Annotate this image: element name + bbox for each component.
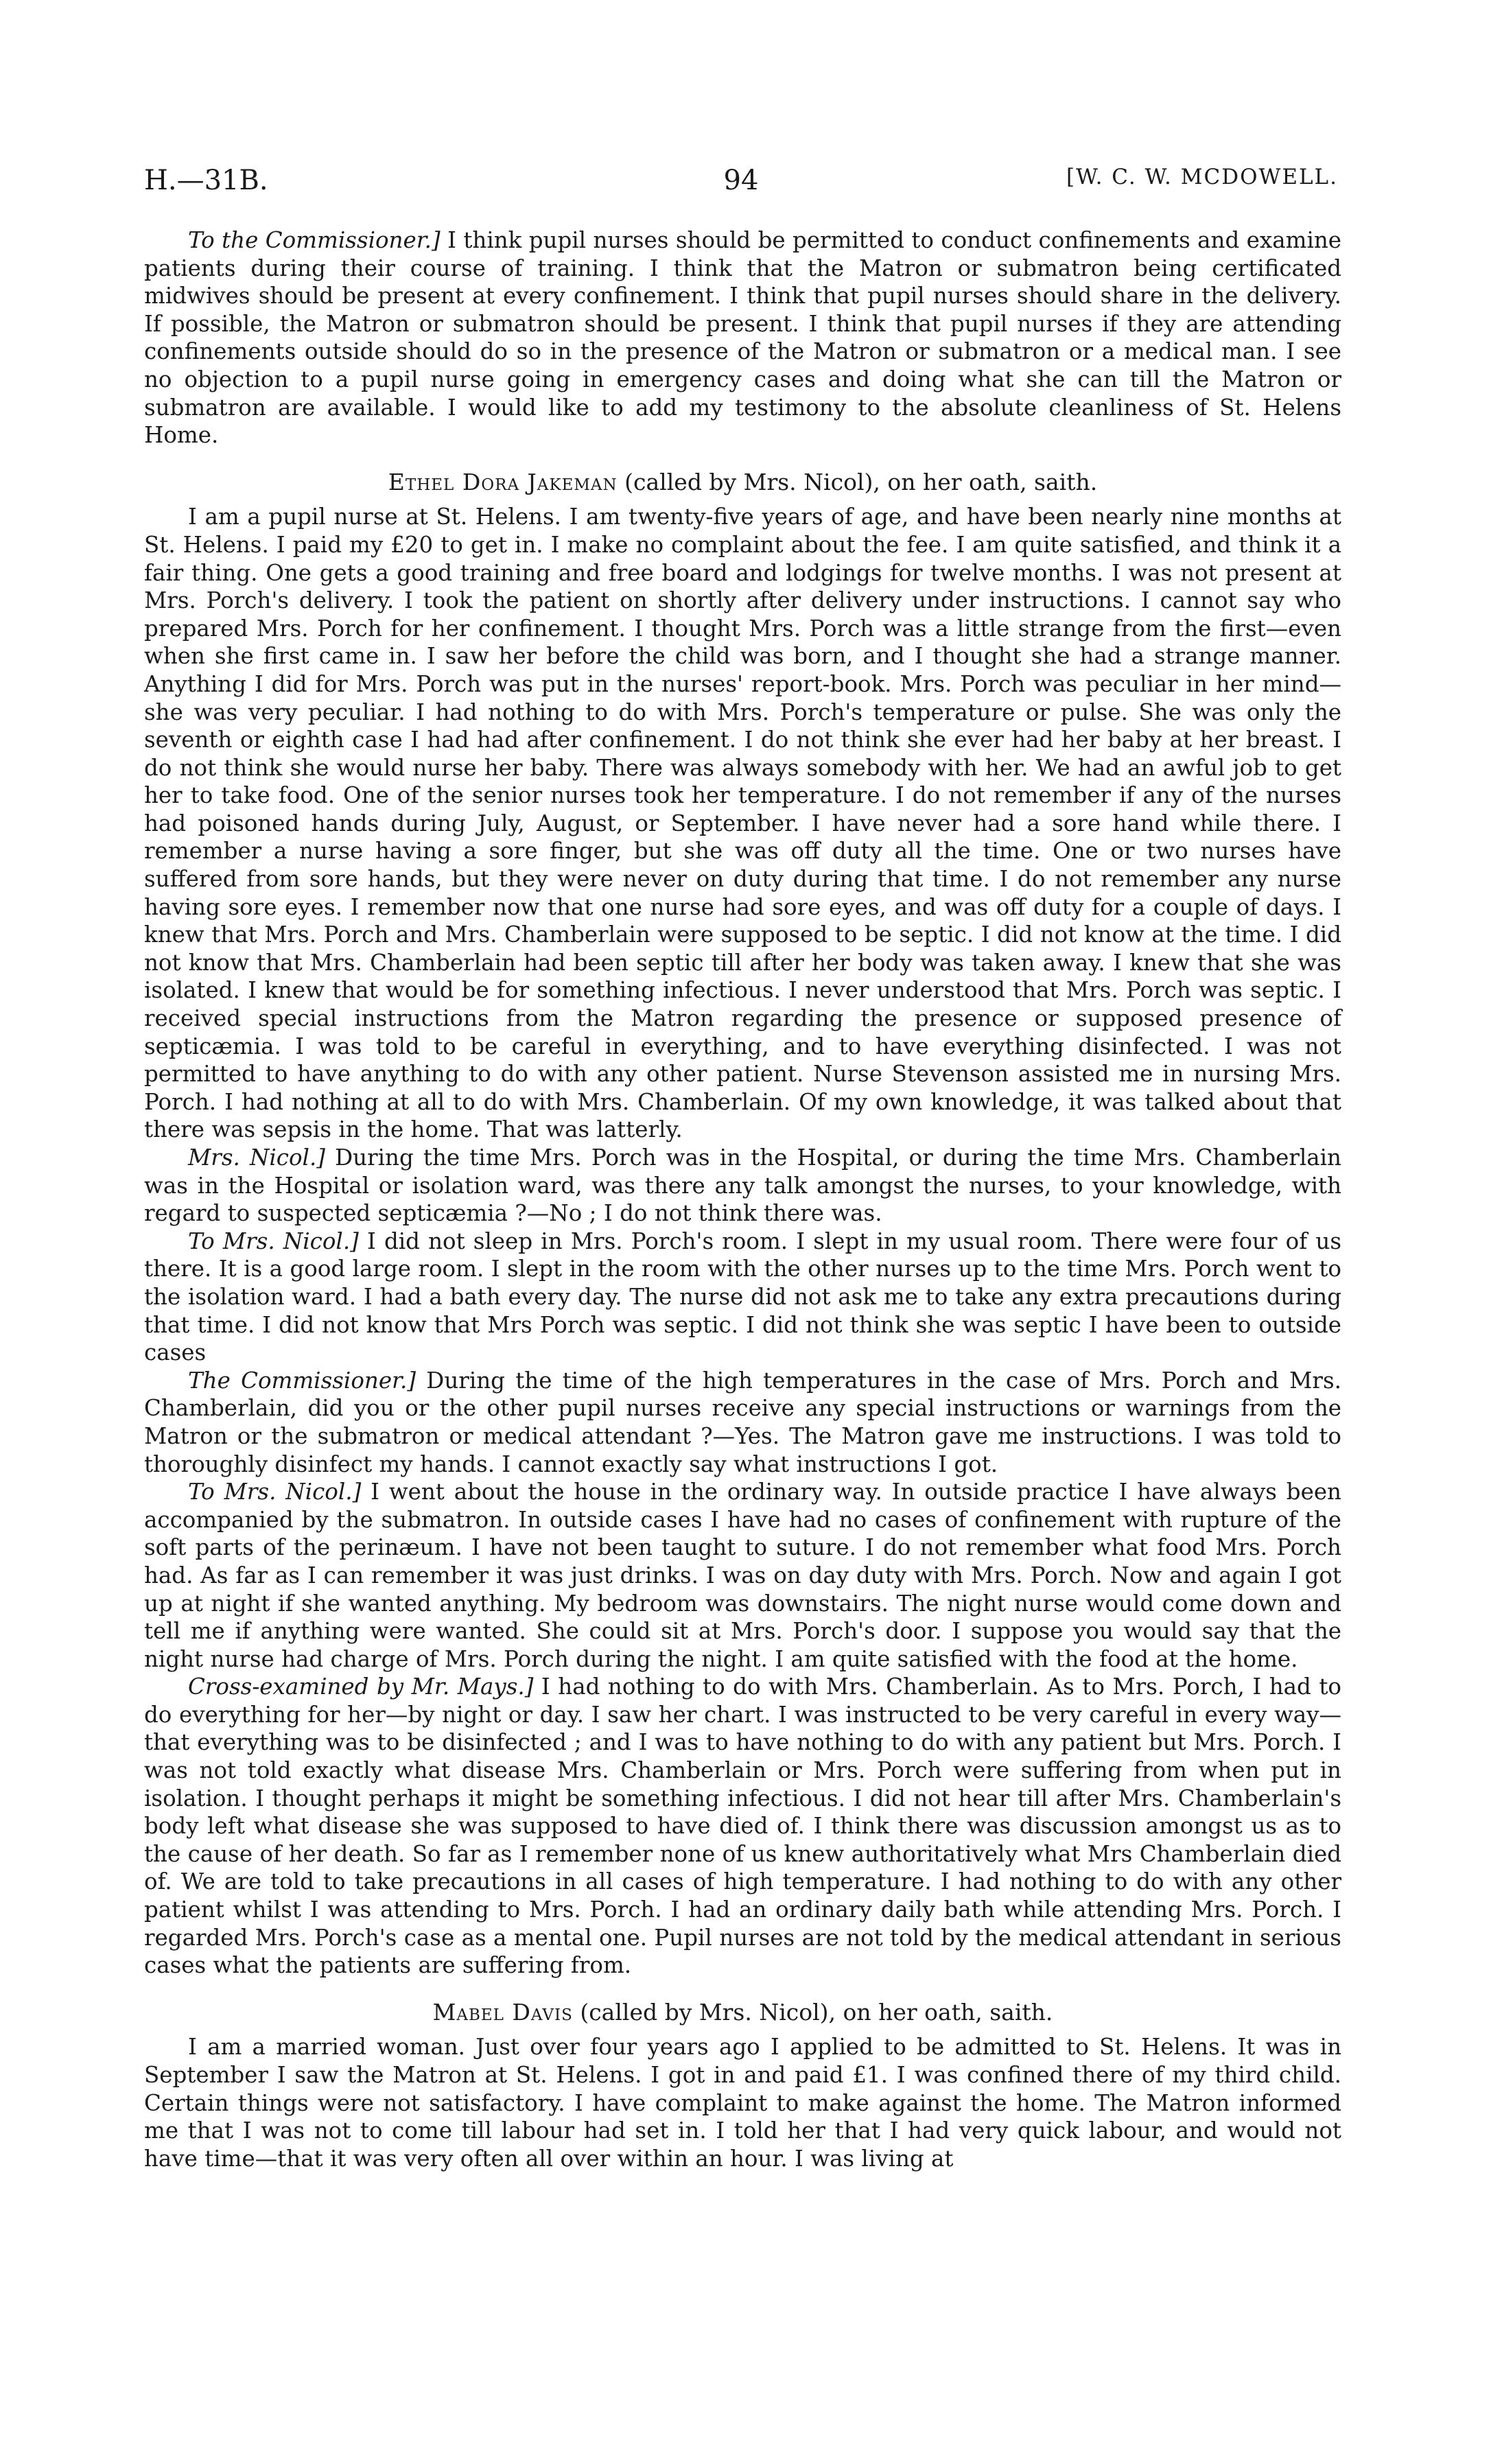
paragraph xyxy=(144,1228,1341,1367)
body-text xyxy=(144,226,1341,2172)
paragraph-text: During the time of the high temperatures in the case of Mrs. Porch and Mrs. Chamberlain, did you or the other pupil nurses receive any special instructions or warnings from the Matron or the submatron or medical attendant ?—Yes. The Matron gave me instructions. I was told to thoroughly disinfect my hands. I cannot exactly say what instructions I got. xyxy=(144,1367,1341,1477)
paragraph-text: I am a pupil nurse at St. Helens. I am twenty-five years of age, and have been nearly nine months at St. Helens. I paid my £20 to get in. I make no complaint about the fee. I am quite satisfied, and think it a fair thing. One gets a good training and free board and lodgings for twelve months. I was not present at Mrs. Porch's delivery. I took the patient on shortly after delivery under instructions. I cannot say who prepared Mrs. Porch for her confinement. I thought Mrs. Porch was a little strange from the first—even when she first came in. I saw her before the child was born, and I thought she had a strange manner. Anything I did for Mrs. Porch was put in the nurses' report-book. Mrs. Porch was peculiar in her mind—she was very peculiar. I had nothing to do with Mrs. Porch's temperature or pulse. She was only the seventh or eighth case I had had after confinement. I do not think she ever had her baby at her breast. I do not think she would nurse her baby. There was always somebody with her. We had an awful job to get her to take food. One of the senior nurses took her temperature. I do not remember if any of the nurses had poisoned hands during July, August, or September. I have never had a sore hand while there. I remember a nurse having a sore finger, but she was off duty all the time. One or two nurses have suffered from sore hands, but they were never on duty during that time. I do not remember any nurse having sore eyes. I remember now that one nurse had sore eyes, and was off duty for a couple of days. I knew that Mrs. Porch and Mrs. Chamberlain were supposed to be septic. I did not know at the time. I did not know that Mrs. Chamberlain had been septic till after her body was taken away. I knew that she was isolated. I knew that would be for something infectious. I never understood that Mrs. Porch was septic. I received special instructions from the Matron regarding the presence or supposed presence of septicæmia. I was told to be careful in everything, and to have everything disinfected. I was not permitted to have anything to do with any other patient. Nurse Stevenson assisted me in nursing Mrs. Porch. I had nothing at all to do with Mrs. Chamberlain. Of my own knowledge, it was talked about that there was sepsis in the home. That was latterly. xyxy=(144,504,1341,1143)
paragraph-text: During the time Mrs. Porch was in the Hospital, or during the time Mrs. Chamberlain was in the Hospital or isolation ward, was there any talk amongst the nurses, to your knowledge, with regard to suspected septicæmia ?—No ; I do not think there was. xyxy=(144,1145,1341,1227)
witness-name: Mabel Davis xyxy=(432,1998,573,2026)
paragraph-text: I went about the house in the ordinary way. In outside practice I have always been accompanied by the submatron. In outside cases I have had no cases of confinement with rupture of the soft parts of the perinæum. I have not been taught to suture. I do not remember what food Mrs. Porch had. As far as I can remember it was just drinks. I was on day duty with Mrs. Porch. Now and again I got up at night if she wanted anything. My bedroom was downstairs. The night nurse would come down and tell me if anything were wanted. She could sit at Mrs. Porch's door. I suppose you would say that the night nurse had charge of Mrs. Porch during the night. I am quite satisfied with the food at the home. xyxy=(144,1479,1341,1672)
paragraph-text: I think pupil nurses should be permitted to conduct confinements and examine patients during their course of training. I think that the Matron or submatron being certificated midwives should be present at every confinement. I think that pupil nurses should share in the delivery. If possible, the Matron or submatron should be present. I think that pupil nurses if they are attending confinements outside should do so in the presence of the Matron or submatron or a medical man. I see no objection to a pupil nurse going in emergency cases and doing what she can till the Matron or submatron are available. I would like to add my testimony to the absolute cleanliness of St. Helens Home. xyxy=(144,227,1341,449)
speaker-label: To Mrs. Nicol.] xyxy=(188,1228,359,1254)
paragraph xyxy=(144,226,1341,449)
paragraph xyxy=(144,1478,1341,1673)
paragraph xyxy=(144,1367,1341,1478)
paragraph xyxy=(144,1144,1341,1228)
witness-heading-rest: (called by Mrs. Nicol), on her oath, saith. xyxy=(617,468,1098,495)
witness-name: Ethel Dora Jakeman xyxy=(388,468,618,495)
witness-reference: [W. C. W. MCDOWELL. xyxy=(1066,165,1338,189)
paragraph-text: I did not sleep in Mrs. Porch's room. I slept in my usual room. There were four of us there. It is a good large room. I slept in the room with the other nurses up to the time Mrs. Porch went to the isolation ward. I had a bath every day. The nurse did not ask me to take any extra precautions during that time. I did not know that Mrs Porch was septic. I did not think she was septic I have been to outside cases xyxy=(144,1228,1341,1366)
report-code: H.—31B. xyxy=(144,165,268,196)
running-header xyxy=(144,165,1338,206)
paragraph-text: I had nothing to do with Mrs. Chamberlain. As to Mrs. Porch, I had to do everything for her—by night or day. I saw her chart. I was instructed to be very careful in every way—that everything was to be disinfected ; and I was to have nothing to do with any patient but Mrs. Porch. I was not told exactly what disease Mrs. Chamberlain or Mrs. Porch were suffering from when put in isolation. I thought perhaps it might be something infectious. I did not hear till after Mrs. Chamberlain's body left what disease she was supposed to have died of. I think there was discussion amongst us as to the cause of her death. So far as I remember none of us knew authoritatively what Mrs Chamberlain died of. We are told to take precautions in all cases of high temperature. I had nothing to do with any other patient whilst I was attending to Mrs. Porch. I had an ordinary daily bath while attending Mrs. Porch. I regarded Mrs. Porch's case as a mental one. Pupil nurses are not told by the medical attendant in serious cases what the patients are suffering from. xyxy=(144,1674,1341,1979)
witness-heading xyxy=(144,469,1341,497)
paragraph xyxy=(144,1673,1341,1980)
speaker-label: Cross-examined by Mr. Mays.] xyxy=(188,1674,534,1700)
paragraph xyxy=(144,2033,1341,2172)
speaker-label: Mrs. Nicol.] xyxy=(188,1145,325,1171)
speaker-label: To the Commissioner.] xyxy=(188,227,441,253)
speaker-label: To Mrs. Nicol.] xyxy=(188,1479,362,1505)
speaker-label: The Commissioner.] xyxy=(188,1367,416,1394)
paragraph-text: I am a married woman. Just over four years ago I applied to be admitted to St. Helens. It was in September I saw the Matron at St. Helens. I got in and paid £1. I was confined there of my third child. Certain things were not satisfactory. I have complaint to make against the home. The Matron informed me that I was not to come till labour had set in. I told her that I had very quick labour, and would not have time—that it was very often all over within an hour. I was living at xyxy=(144,2034,1341,2172)
witness-heading xyxy=(144,1999,1341,2027)
witness-heading-rest: (called by Mrs. Nicol), on her oath, saith. xyxy=(572,1998,1053,2026)
page-number: 94 xyxy=(723,165,759,196)
paragraph xyxy=(144,503,1341,1144)
